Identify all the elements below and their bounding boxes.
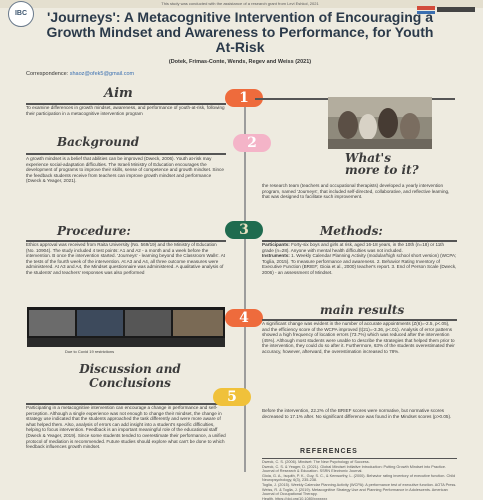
photo-caption: Due to Covid 19 restrictions bbox=[65, 349, 115, 354]
reference-item: Gioia, G. A., Isquith, P. K., Guy, S. C., & Kenworthy, L. (2000). Behavior rating inventory of executive function. Child Neuropsychology, 6(3), 235-238. bbox=[262, 473, 456, 483]
methods-heading: Methods: bbox=[320, 224, 383, 238]
correspondence-email[interactable]: shaoz@ofek5@gmail.com bbox=[69, 71, 135, 77]
discussion-heading: Discussion and Conclusions bbox=[79, 362, 181, 390]
participants-label: Participants: bbox=[262, 242, 290, 247]
zoom-screenshot bbox=[27, 307, 225, 347]
references-list bbox=[262, 460, 457, 500]
procedure-text: Ethics approval was received from Raita University (No. 569/19) and the Ministry of Education (No. 10904). The study included 4 test points: A1 and A2 - a month and a week before the intervention. B once the intervention started. 'Journeys' - learning beyond the Classroom Walls'. At the tests of the fourth week of the intervention. At A3 and A4, all three outcome measures were administered. At A3 and A4, the Mindset questionnaire was administered. A qualitative analysis of the students' and teachers' responses was also performed bbox=[26, 242, 226, 275]
reference-item: Health. https://doi.org/10.1080/xxxxxxx bbox=[262, 496, 328, 500]
step-5-badge: 5 bbox=[213, 388, 251, 406]
methods-text bbox=[262, 242, 457, 276]
results-heading: main results bbox=[320, 303, 405, 317]
aim-heading: Aim bbox=[104, 86, 133, 101]
step-2-badge: 2 bbox=[233, 134, 271, 152]
reference-item: Weiss, R. & Toglia, J. (2019). Metacognitive Strategy Use and Planning Performance in Adolescents. American Journal of Occupational Therapy. bbox=[262, 487, 448, 497]
whats-more-text: the research team (teachers and occupational therapists) developed a yearly intervention program, named 'Journeys', that included self-directed, collaborative, and reflective learning, that was designed to facilitate such improvement. bbox=[262, 183, 450, 200]
aim-text: To examine differences in growth mindset, awareness, and performance of youth-at-risk, following their participation in a metacognitive intervention program bbox=[26, 105, 225, 116]
step-3-badge: 3 bbox=[225, 221, 263, 239]
authors-line: (Dotek, Frimas-Conte, Wends, Regev and Weiss (2021) bbox=[168, 59, 312, 65]
poster-title: 'Journeys': A Metacognitive Intervention of Encouraging a Growth Mindset and Awareness to Performance, for Youth At-Risk bbox=[46, 9, 434, 55]
discussion-text: Participating in a metacognitive intervention can encourage a change in performance and self-perception. Although a single experience was not enough to change their mindset, the change in strategy use indicated that the students approached the task differently and were more aware of what helped them. Also, analysis of errors can add insight into a student's specific difficulties, helping to focus intervention. Feedback is an important meaningful role of the educational staff (Dweck & Yeager, 2019). Since some students tended to overestimate their performance, a unified protocol of mediation is recommended. Future studies should explore what can't be done to which feedback influences growth mindset. bbox=[26, 405, 226, 450]
results-text: A significant change was evident in the number of accurate appointments (Z(6)=-2.5, p<.05), and the efficiency score of the WCPA improved (t(21)=-3.36, p<.01). Analysis of error patterns showed a high frequency of location errors (73.7%) which was reduced after the intervention (45%). Although most students were unable to describe the strategies that helped them prior to the intervention, they could do so after it. Furthermore, 63% of the students overestimated their accuracy, however, afterward, the overestimation increased to 78%. bbox=[262, 321, 455, 354]
whats-more-heading: What's more to it? bbox=[345, 151, 419, 177]
zoom-screenshot-image bbox=[27, 307, 225, 347]
funding-note: This study was conducted with the assistance of a research grant from Levi Eshkol, 2021 bbox=[161, 1, 319, 6]
background-heading: Background bbox=[57, 135, 140, 149]
correspondence bbox=[26, 71, 134, 77]
instruments-label: Instruments: bbox=[262, 253, 290, 259]
step-1-badge: 1 bbox=[225, 89, 263, 107]
students-photo bbox=[328, 97, 432, 149]
instruments-text: 1. Weekly Calendar Planning Activity (modular/high school short version) (WCPA; Toglia, 2015). To measure performance and awareness. 2. Behavior Rating Inventory of Executive Function (BRIEF; Gioia et al., 2000) teacher's report. 3. End of Person Scale (Dweck, 2006) - an assessment of Mindset. bbox=[262, 253, 457, 275]
step-4-badge: 4 bbox=[225, 309, 263, 327]
participants-text: Forty-six boys and girls at risk, aged 16-18 years, in the 10th (n=18) or 11th grade (n=28). Anyone with mental health difficulties was not included. bbox=[262, 242, 445, 253]
references-heading: REFERENCES bbox=[300, 448, 358, 455]
reference-item: Toglia, J. (2015). Weekly Calendar Planning Activity (WCPA): A performance test of executive function. AOTA Press. bbox=[262, 482, 457, 487]
correspondence-label: Correspondence: bbox=[26, 71, 69, 77]
reference-item: Dweck, C. S. (2006). Mindset: The New Psychology of Success. bbox=[262, 460, 370, 464]
procedure-heading: Procedure: bbox=[57, 224, 131, 238]
reference-item: Dweck, C. S. & Yeager, D. (2021). Global Mindset Initiative Introduction: Putting Growth Mindset into Practice. Journal of Research & Education. SSRN Electronic Journal. bbox=[262, 464, 447, 474]
background-text: A growth mindset is a belief that abilities can be improved (Dweck, 2006). Youth at-risk may experience social-adaptation difficulties. The Israeli Ministry of Education encourages the development of programs to improve their skills, sense of competence and growth mindset. Since the feedback students receive from teachers can improve growth mindset and performance (Dweck & Yeager, 2021). bbox=[26, 156, 224, 184]
results-text-2: Before the intervention, 22.2% of the BRIEF scores were normative, but normative scores decreased to 17.1% after. No significant difference was found in the Mindset scores (p>0.05). bbox=[262, 408, 452, 419]
university-logo: IBC bbox=[8, 1, 34, 27]
students-photo-image bbox=[328, 97, 432, 149]
background-underline bbox=[26, 153, 226, 155]
references-underline bbox=[262, 458, 457, 459]
